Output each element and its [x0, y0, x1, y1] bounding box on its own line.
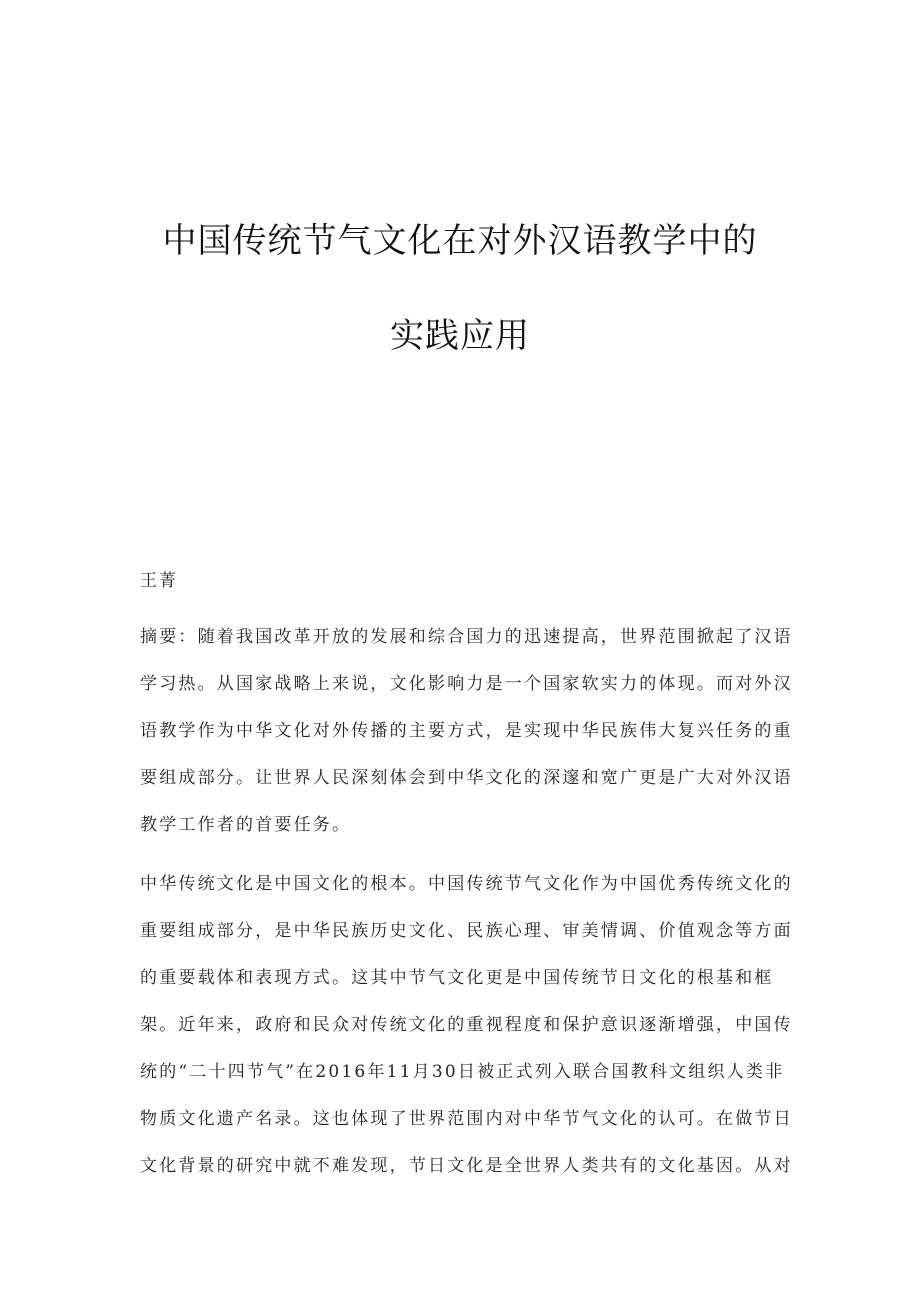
title-line-1: 中国传统节气文化在对外汉语教学中的 [162, 221, 758, 261]
paragraph-line: 架。近年来，政府和民众对传统文化的重视程度和保护意识逐渐增强，中国传 [140, 1015, 793, 1035]
paragraph-line: 重要组成部分，是中华民族历史文化、民族心理、审美情调、价值观念等方面 [140, 921, 793, 941]
abstract-line: 语教学作为中华文化对外传播的主要方式，是实现中华民族伟大复兴任务的重 [140, 721, 793, 741]
abstract-line: 摘要：随着我国改革开放的发展和综合国力的迅速提高，世界范围掀起了汉语 [140, 627, 793, 647]
paragraph-line: 中华传统文化是中国文化的根本。中国传统节气文化作为中国优秀传统文化的 [140, 874, 793, 894]
paragraph-line: 物质文化遗产名录。这也体现了世界范围内对中华节气文化的认可。在做节日 [140, 1109, 793, 1129]
paragraph-line: 文化背景的研究中就不难发现，节日文化是全世界人类共有的文化基因。从对 [140, 1156, 793, 1176]
paragraph-line: 统的“二十四节气”在2016年11月30日被正式列入联合国教科文组织人类非 [140, 1062, 785, 1082]
abstract-line: 学习热。从国家战略上来说，文化影响力是一个国家软实力的体现。而对外汉 [140, 674, 793, 694]
author: 王菁 [140, 571, 178, 591]
paragraph-line: 的重要载体和表现方式。这其中节气文化更是中国传统节日文化的根基和框 [140, 968, 774, 988]
title-line-2: 实践应用 [390, 316, 530, 356]
abstract-line: 要组成部分。让世界人民深刻体会到中华文化的深邃和宽广更是广大对外汉语 [140, 768, 793, 788]
abstract-line: 教学工作者的首要任务。 [140, 815, 352, 835]
